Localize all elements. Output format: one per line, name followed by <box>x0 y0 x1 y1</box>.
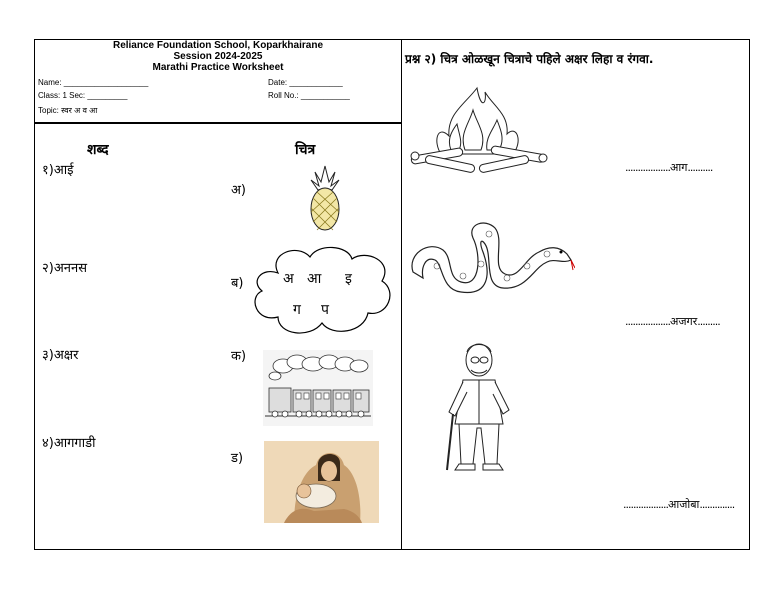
grandfather-image <box>441 340 517 474</box>
session-label: Session 2024-2025 <box>173 51 263 62</box>
date-field: Date: ____________ <box>268 78 343 87</box>
answer-dots: .......... <box>687 161 713 174</box>
column-divider <box>401 40 402 549</box>
answer-dots: .................. <box>623 498 668 511</box>
answer-line-1 <box>625 160 712 175</box>
word-column-heading: शब्द <box>87 142 109 158</box>
cloud-letter: ग <box>293 302 301 318</box>
answer-word-2: अजगर <box>669 315 698 328</box>
cloud-letter: आ <box>307 271 322 287</box>
cloud-letter: इ <box>345 271 352 287</box>
worksheet <box>34 39 750 550</box>
answer-dots: ......... <box>697 315 720 328</box>
word-item-3: ३)अक्षर <box>42 348 79 363</box>
header-divider <box>35 122 401 124</box>
class-field: Class: 1 Sec: _________ <box>38 91 128 100</box>
school-name: Reliance Foundation School, Koparkhairane <box>112 40 324 51</box>
answer-word-3: आजोबा <box>667 498 700 511</box>
answer-dots: .................. <box>625 161 670 174</box>
word-item-4: ४)आगगाडी <box>42 436 96 451</box>
worksheet-title: Marathi Practice Worksheet <box>152 62 284 73</box>
option-label-a: अ) <box>231 183 247 198</box>
cloud-image <box>248 243 398 339</box>
mother-child-image <box>264 441 379 523</box>
option-label-b: ब) <box>231 276 244 291</box>
option-label-d: ड) <box>231 451 244 466</box>
bonfire-image <box>407 84 549 180</box>
roll-field: Roll No.: ___________ <box>268 91 350 100</box>
cloud-letter: अ <box>283 271 294 287</box>
answer-dots: .............. <box>699 498 735 511</box>
topic-field: Topic: स्वर अ व आ <box>38 106 98 115</box>
question-2: प्रश्न २) चित्र ओळखून चित्राचे पहिले अक्षर लिहा व रंगवा. <box>405 52 654 66</box>
answer-line-2 <box>625 314 720 329</box>
pineapple-image <box>305 164 345 232</box>
option-label-c: क) <box>231 349 247 364</box>
snake-image <box>407 218 575 294</box>
answer-word-1: आग <box>669 161 688 174</box>
train-image <box>263 350 373 426</box>
answer-dots: .................. <box>625 315 670 328</box>
cloud-letter: प <box>321 302 329 318</box>
answer-line-3 <box>623 497 734 512</box>
picture-column-heading: चित्र <box>295 142 316 158</box>
word-item-2: २)अननस <box>42 261 87 276</box>
name-field: Name: ___________________ <box>38 78 149 87</box>
word-item-1: १)आई <box>42 163 74 178</box>
